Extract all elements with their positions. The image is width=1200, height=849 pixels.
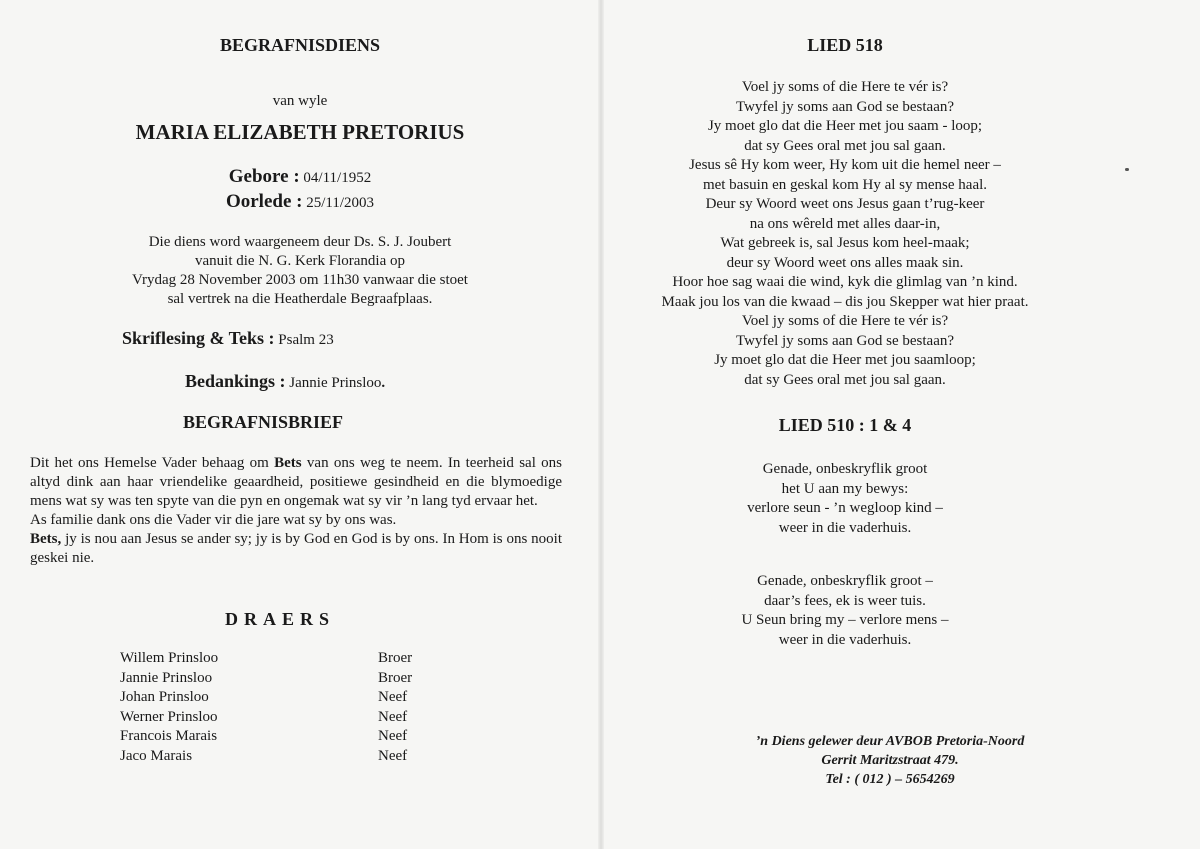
letter-bold-name: Bets bbox=[274, 455, 302, 471]
born-line bbox=[30, 166, 570, 188]
born-label: Gebore : bbox=[228, 166, 300, 187]
thanks-label: Bedankings : bbox=[185, 371, 286, 391]
bearer-relation: Neef bbox=[378, 728, 408, 744]
born-date: 04/11/1952 bbox=[303, 170, 372, 186]
bearers-title: DRAERS bbox=[224, 609, 335, 629]
hymn-510-title: LIED 510 : 1 & 4 bbox=[778, 415, 912, 435]
service-info bbox=[30, 233, 570, 309]
hymn-518-lyrics bbox=[630, 78, 1060, 390]
thanks-line bbox=[185, 371, 385, 392]
credit-phone: Tel : ( 012 ) – 5654269 bbox=[825, 772, 955, 787]
lyric-line: na ons wêreld met alles daar-in, bbox=[749, 215, 941, 232]
bearer-row bbox=[120, 688, 460, 708]
letter-title: BEGRAFNISBRIEF bbox=[182, 412, 344, 432]
lyric-line: Wat gebreek is, sal Jesus kom heel-maak; bbox=[720, 235, 970, 251]
bearer-relation: Broer bbox=[378, 669, 413, 686]
service-title: BEGRAFNISDIENS bbox=[219, 35, 381, 55]
lyric-line: dat sy Gees oral met jou sal gaan. bbox=[744, 137, 946, 154]
bearer-name: Jaco Marais bbox=[120, 747, 193, 764]
died-date: 25/11/2003 bbox=[306, 195, 375, 211]
letter-text: Dit het ons Hemelse Vader behaag om bbox=[30, 455, 275, 471]
bearer-name: Willem Prinsloo bbox=[120, 650, 219, 666]
reading-label: Skriflesing & Teks : bbox=[122, 328, 275, 348]
letter-paragraph bbox=[30, 530, 562, 568]
bearer-relation: Broer bbox=[378, 650, 413, 666]
service-line: Die diens word waargeneem deur Ds. S. J. Joubert bbox=[148, 234, 452, 250]
bearer-row bbox=[120, 727, 460, 747]
lyric-line: Genade, onbeskryflik groot – bbox=[757, 573, 933, 589]
lyric-line: deur sy Woord weet ons alles maak sin. bbox=[726, 254, 964, 271]
right-page bbox=[630, 30, 1170, 830]
bearer-row bbox=[120, 708, 460, 728]
lyric-line: Voel jy soms of die Here te vér is? bbox=[741, 313, 949, 329]
lyric-line: Genade, onbeskryflik groot bbox=[762, 461, 928, 477]
letter-bold-name: Bets, bbox=[30, 531, 62, 547]
letter-paragraph: As familie dank ons die Vader vir die jare wat sy by ons was. bbox=[30, 512, 397, 528]
bearer-relation: Neef bbox=[378, 689, 408, 705]
lyric-line: Voel jy soms of die Here te vér is? bbox=[741, 79, 949, 95]
bearer-relation: Neef bbox=[378, 708, 408, 725]
hymn-518-title: LIED 518 bbox=[807, 35, 883, 55]
left-page bbox=[30, 30, 570, 830]
lyric-line: met basuin en geskal kom Hy al sy mense haal. bbox=[702, 176, 988, 193]
bearer-name: Werner Prinsloo bbox=[120, 708, 218, 725]
lyric-line: Jesus sê Hy kom weer, Hy kom uit die hemel neer – bbox=[689, 157, 1001, 173]
reading-value: Psalm 23 bbox=[278, 332, 334, 348]
lyric-line: verlore seun - ’n wegloop kind – bbox=[747, 500, 943, 516]
bearer-name: Jannie Prinsloo bbox=[120, 669, 213, 686]
lyric-line: het U aan my bewys: bbox=[781, 480, 909, 497]
lyric-line: weer in die vaderhuis. bbox=[778, 519, 912, 536]
letter-text: jy is nou aan Jesus se ander sy; jy is by God en God is by ons. In Hom is ons nooit geskei nie. bbox=[30, 531, 562, 566]
bearer-row bbox=[120, 747, 460, 767]
lyric-line: Twyfel jy soms aan God se bestaan? bbox=[735, 332, 955, 349]
lyric-line: daar’s fees, ek is weer tuis. bbox=[764, 592, 926, 609]
bearer-relation: Neef bbox=[378, 747, 408, 764]
thanks-period: . bbox=[381, 375, 386, 391]
letter-paragraph bbox=[30, 454, 562, 511]
letter-text: van ons weg te neem. In teerheid sal ons altyd dink aan haar vriendelike geaardheid, positiewe gesindheid en die blymoedige mens wat sy was ten spyte van die pyn en ongemak wat sy vir ’n lang tyd ervaar het. bbox=[30, 455, 562, 509]
lyric-line: U Seun bring my – verlore mens – bbox=[741, 612, 949, 628]
lyric-line: dat sy Gees oral met jou sal gaan. bbox=[744, 371, 946, 388]
page-fold bbox=[598, 0, 604, 849]
bearer-row bbox=[120, 649, 460, 669]
van-wyle-text: van wyle bbox=[272, 93, 328, 109]
lyric-line: weer in die vaderhuis. bbox=[778, 631, 912, 648]
lyric-line: Jy moet glo dat die Heer met jou saam - loop; bbox=[707, 118, 983, 134]
died-label: Oorlede : bbox=[225, 191, 303, 212]
lyric-line: Jy moet glo dat die Heer met jou saamloop; bbox=[714, 352, 976, 368]
lyric-line: Twyfel jy soms aan God se bestaan? bbox=[735, 98, 955, 115]
funeral-letter bbox=[30, 454, 562, 568]
credit-address: Gerrit Maritzstraat 479. bbox=[821, 753, 959, 768]
funeral-service-credit bbox=[630, 732, 1150, 789]
lyric-line: Deur sy Woord weet ons Jesus gaan t’rug-keer bbox=[705, 196, 985, 212]
thanks-value: Jannie Prinsloo bbox=[289, 375, 382, 391]
service-line: sal vertrek na die Heatherdale Begraafplaas. bbox=[167, 291, 433, 307]
credit-line: ’n Diens gelewer deur AVBOB Pretoria-Noord bbox=[755, 734, 1025, 749]
bearers-list bbox=[120, 649, 460, 766]
hymn-510-stanza-1 bbox=[630, 460, 1060, 538]
bearer-name: Francois Marais bbox=[120, 728, 218, 744]
scripture-reading bbox=[122, 328, 334, 349]
service-line: Vrydag 28 November 2003 om 11h30 vanwaar die stoet bbox=[132, 272, 468, 288]
died-line bbox=[30, 191, 570, 213]
hymn-510-stanza-4 bbox=[630, 572, 1060, 650]
service-line: vanuit die N. G. Kerk Florandia op bbox=[195, 253, 405, 269]
bearer-row bbox=[120, 669, 460, 689]
deceased-name: MARIA ELIZABETH PRETORIUS bbox=[135, 120, 465, 144]
lyric-line: Maak jou los van die kwaad – dis jou Skepper wat hier praat. bbox=[661, 293, 1029, 310]
lyric-line: Hoor hoe sag waai die wind, kyk die glimlag van ’n kind. bbox=[672, 274, 1018, 290]
bearer-name: Johan Prinsloo bbox=[120, 689, 209, 705]
